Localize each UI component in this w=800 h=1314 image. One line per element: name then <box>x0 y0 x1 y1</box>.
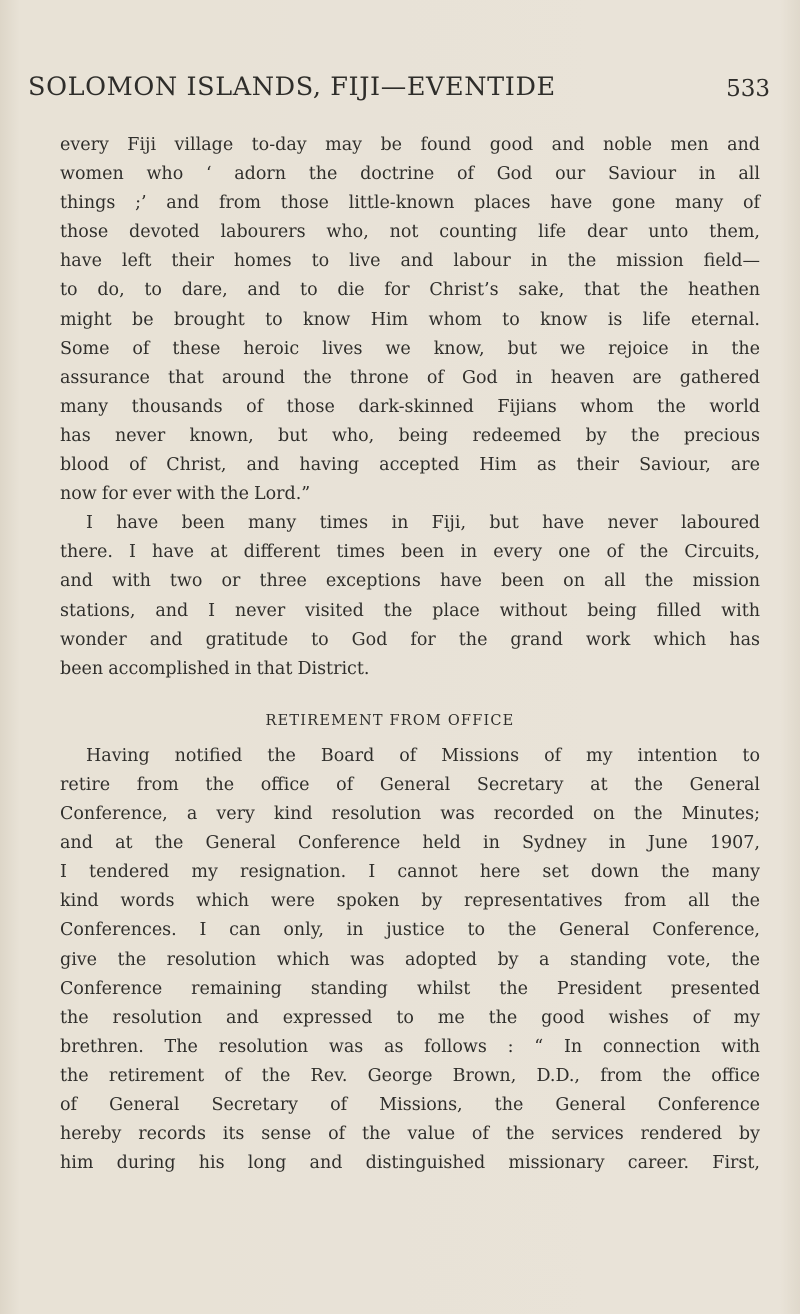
section-heading: RETIREMENT FROM OFFICE <box>265 712 515 729</box>
text-line: there. I have at different times been in every one of the Circuits, <box>60 542 760 563</box>
text-line: those devoted labourers who, not counting life dear unto them, <box>60 222 760 243</box>
page-number: 533 <box>726 76 770 102</box>
text-line: now for ever with the Lord.” <box>60 484 311 505</box>
text-line: women who ‘ adorn the doctrine of God our Saviour in all <box>60 164 760 185</box>
text-line: every Fiji village to-day may be found good and noble men and <box>60 135 760 155</box>
text-line: has never known, but who, being redeemed by the precious <box>60 425 760 446</box>
running-title: SOLOMON ISLANDS, FIJI—EVENTIDE <box>28 72 556 102</box>
text-line: Conference remaining standing whilst the President presented <box>60 978 760 999</box>
body-text <box>60 131 760 1178</box>
text-line: kind words which were spoken by representatives from all the <box>60 891 760 912</box>
text-line: I have been many times in Fiji, but have never laboured <box>86 513 760 534</box>
text-line: retire from the office of General Secretary at the General <box>60 774 760 795</box>
text-line: wonder and gratitude to God for the grand work which has <box>60 629 760 650</box>
text-line: I tendered my resignation. I cannot here set down the many <box>60 862 760 883</box>
text-line: Some of these heroic lives we know, but we rejoice in the <box>60 338 760 359</box>
text-line: brethren. The resolution was as follows : “ In connection with <box>60 1036 760 1057</box>
text-line: him during his long and distinguished missionary career. First, <box>60 1153 760 1174</box>
text-line: to do, to dare, and to die for Christ’s sake, that the heathen <box>60 280 760 301</box>
text-line: of General Secretary of Missions, the General Conference <box>60 1095 760 1115</box>
text-line: and with two or three exceptions have been on all the mission <box>60 571 760 592</box>
paragraph-3 <box>60 742 760 1178</box>
text-line: blood of Christ, and having accepted Him as their Saviour, are <box>60 455 760 476</box>
text-line: Having notified the Board of Missions of my intention to <box>86 745 760 766</box>
text-line: and at the General Conference held in Sydney in June 1907, <box>60 833 760 854</box>
text-line: give the resolution which was adopted by a standing vote, the <box>60 949 760 970</box>
text-line: many thousands of those dark-skinned Fijians whom the world <box>60 396 760 417</box>
text-line: the resolution and expressed to me the good wishes of my <box>60 1007 760 1028</box>
text-line: things ;’ and from those little-known places have gone many of <box>60 193 760 214</box>
running-head <box>28 72 770 112</box>
text-line: stations, and I never visited the place without being filled with <box>60 600 760 621</box>
paragraph-2 <box>60 509 760 684</box>
text-line: might be brought to know Him whom to know is life eternal. <box>60 309 760 330</box>
text-line: hereby records its sense of the value of the services rendered by <box>60 1124 760 1145</box>
text-line: have left their homes to live and labour in the mission field— <box>60 251 760 272</box>
text-line: assurance that around the throne of God in heaven are gathered <box>60 367 760 388</box>
text-line: been accomplished in that District. <box>60 658 370 679</box>
text-line: Conferences. I can only, in justice to the General Conference, <box>60 920 760 941</box>
text-line: the retirement of the Rev. George Brown, D.D., from the office <box>60 1065 760 1086</box>
paragraph-1 <box>60 131 760 509</box>
text-line: Conference, a very kind resolution was recorded on the Minutes; <box>60 804 760 825</box>
